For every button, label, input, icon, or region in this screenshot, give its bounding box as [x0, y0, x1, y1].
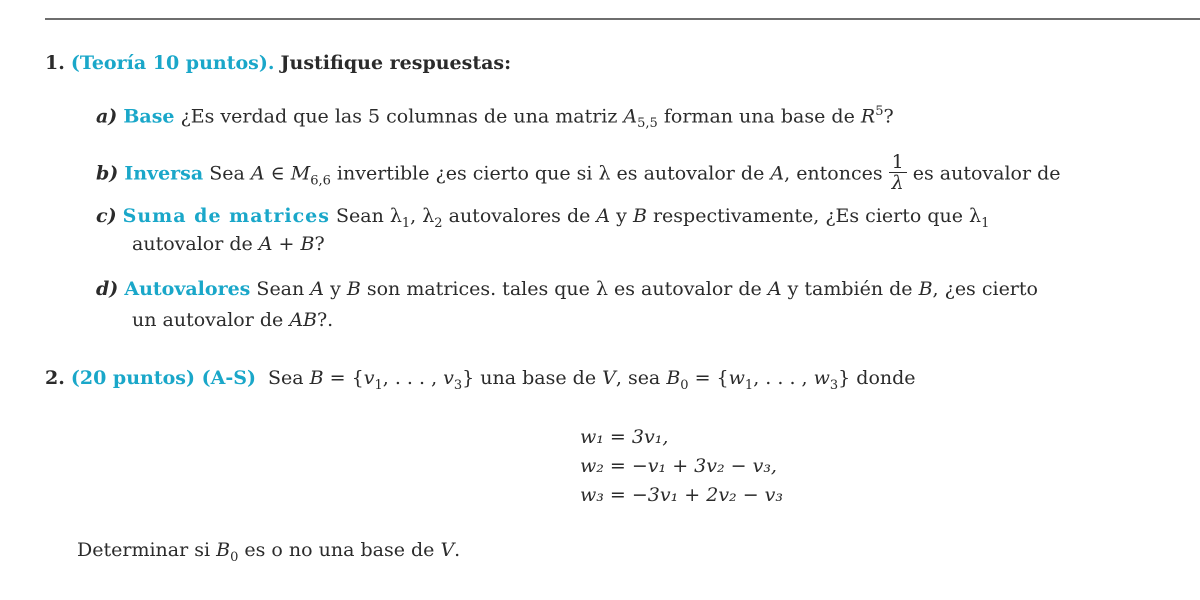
math-symbol: A + B: [258, 233, 315, 255]
item-a: [96, 100, 894, 136]
item-text: una base de: [474, 367, 603, 389]
math-subscript: 2: [434, 215, 443, 231]
item-letter: a): [96, 105, 118, 128]
math-symbol: B: [632, 205, 647, 227]
item-text: , ¿es cierto: [932, 278, 1038, 300]
item-label: Suma de matrices: [122, 205, 330, 227]
fraction-numerator: 1: [889, 152, 907, 173]
item-d: [96, 277, 1038, 301]
item-text: ?: [883, 105, 894, 128]
math-subscript: 6,6: [310, 173, 331, 189]
item-text: es o no una base de: [238, 539, 441, 561]
equation-1: w₁ = 3v₁,: [580, 426, 669, 448]
item-letter: c): [96, 205, 117, 227]
item-text: autovalores de: [442, 205, 597, 227]
math-symbol: B: [346, 278, 361, 300]
math-symbol: B: [216, 539, 231, 561]
question-2-header: 2. (20 puntos) (A-S) Sea $B = \{v_1$, . . . , $v_3$} una base de V, sea $B_0 = \{w_1$, . . . , $w_3$} donde: [45, 367, 916, 393]
item-text: Sean: [256, 278, 311, 300]
math-symbol: A: [596, 205, 611, 227]
question-title: (20 puntos) (A-S): [70, 367, 256, 389]
item-text: donde: [850, 367, 916, 389]
question-2-conclusion: [77, 538, 460, 570]
math-symbol: V: [602, 367, 616, 389]
equation-2: w₂ = −v₁ + 3v₂ − v₃,: [580, 455, 777, 477]
item-label: Autovalores: [124, 278, 251, 300]
math-symbol: A: [767, 278, 782, 300]
item-text: autovalor de: [132, 233, 259, 255]
item-c-line2: [132, 232, 325, 256]
item-label: Base: [123, 105, 175, 128]
fraction-denominator: λ: [891, 172, 904, 194]
question-instruction: Justifique respuestas:: [280, 52, 512, 74]
math-symbol: A: [623, 105, 638, 128]
item-label: Inversa: [124, 162, 204, 185]
item-text: , λ: [410, 205, 435, 227]
item-text: y: [610, 205, 633, 227]
item-text: es autovalor de: [912, 162, 1061, 185]
math-subscript: 1: [401, 215, 411, 231]
next-question-cutoff: [45, 588, 1145, 600]
item-text: forman una base de: [657, 105, 861, 128]
set-B: B: [309, 367, 324, 389]
math-symbol: V: [440, 539, 455, 561]
math-superscript: 5: [875, 104, 884, 119]
set-B0: B: [666, 367, 681, 389]
item-text: , entonces: [784, 162, 883, 185]
equation-3: w₃ = −3v₁ + 2v₂ − v₃: [580, 484, 784, 506]
item-text: ?: [314, 233, 325, 255]
item-text: y también de: [781, 278, 919, 300]
item-text: Sea: [268, 367, 310, 389]
math-symbol: B: [918, 278, 933, 300]
math-subscript: 5,5: [637, 116, 658, 132]
item-letter: b): [96, 162, 119, 185]
item-text: , sea: [615, 367, 667, 389]
math-symbol: A: [310, 278, 325, 300]
top-rule: [45, 18, 1200, 20]
math-symbol: A ∈ M: [250, 162, 311, 185]
item-text: respectivamente, ¿Es cierto que λ: [646, 205, 982, 227]
item-text: Sean λ: [335, 205, 402, 227]
question-title: (Teoría 10 puntos).: [70, 52, 275, 74]
math-subscript: 0: [230, 549, 239, 565]
math-symbol: R: [860, 105, 876, 128]
item-text: invertible ¿es cierto que si λ es autovalor de: [330, 162, 771, 185]
item-text: .: [454, 539, 461, 561]
item-text: ?.: [317, 309, 334, 331]
item-text: un autovalor de: [132, 309, 290, 331]
item-letter: d): [96, 278, 119, 300]
math-symbol: AB: [289, 309, 317, 331]
item-text: son matrices. tales que λ es autovalor de: [360, 278, 768, 300]
fraction: [889, 152, 907, 193]
item-b: [96, 151, 1061, 195]
item-d-line2: [132, 308, 333, 332]
question-1-header: [45, 51, 511, 75]
question-number: 2.: [45, 367, 65, 389]
math-subscript: 1: [981, 215, 990, 231]
math-symbol: A: [770, 162, 785, 185]
item-text: ¿Es verdad que las 5 columnas de una matriz: [180, 105, 624, 128]
question-number: 1.: [45, 52, 65, 74]
item-text: Sea: [209, 162, 251, 185]
item-text: y: [324, 278, 347, 300]
item-text: Determinar si: [77, 539, 217, 561]
